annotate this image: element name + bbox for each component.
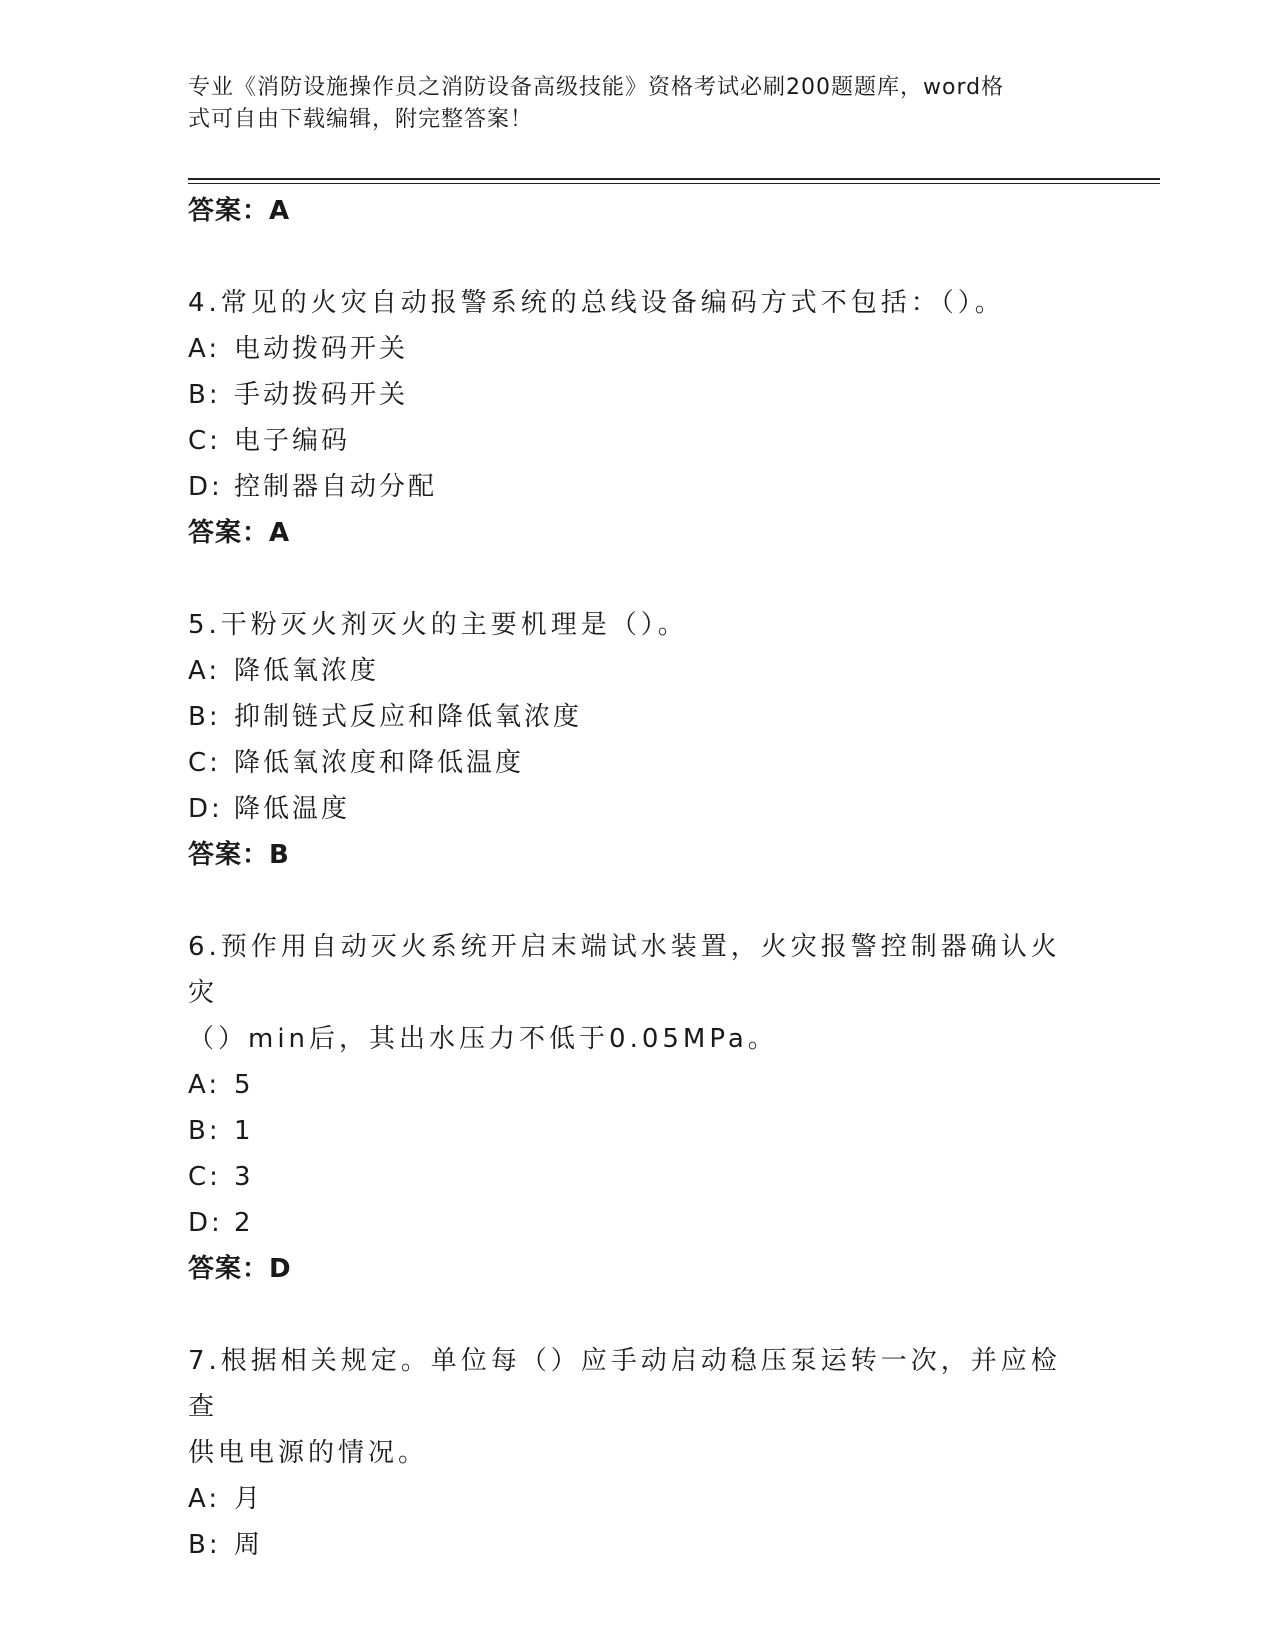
question-block-7 (188, 1338, 1088, 1568)
option-b: B: 1 (188, 1116, 254, 1146)
question-text-line-2: 供电电源的情况。 (188, 1438, 429, 1468)
answer-label: 答案：A (188, 196, 291, 226)
question-text-line-1: 7.根据相关规定。单位每（）应手动启动稳压泵运转一次，并应检查 (188, 1346, 1061, 1422)
option-c: C: 3 (188, 1162, 254, 1192)
answer-label: 答案：A (188, 518, 291, 548)
question-block-4 (188, 280, 1088, 556)
answer-label: 答案：B (188, 840, 290, 870)
option-a: A: 5 (188, 1070, 254, 1100)
option-b: B: 抑制链式反应和降低氧浓度 (188, 702, 583, 732)
option-b: B: 手动拨码开关 (188, 380, 409, 410)
question-text: 5.干粉灭火剂灭火的主要机理是（）。 (188, 610, 688, 640)
question-block-6 (188, 924, 1088, 1292)
question-text-line-2: （）min后，其出水压力不低于0.05MPa。 (188, 1024, 778, 1054)
option-c: C: 电子编码 (188, 426, 351, 456)
option-a: A: 电动拨码开关 (188, 334, 409, 364)
option-d: D: 降低温度 (188, 794, 351, 824)
option-a: A: 月 (188, 1484, 264, 1514)
answer-label: 答案：D (188, 1254, 292, 1284)
header-line-1: 专业《消防设施操作员之消防设备高级技能》资格考试必刷200题题库，word格 (188, 75, 1005, 100)
header-rule-thin (188, 183, 1160, 184)
option-d: D: 控制器自动分配 (188, 472, 438, 502)
option-c: C: 降低氧浓度和降低温度 (188, 748, 525, 778)
header-line-2: 式可自由下载编辑，附完整答案！ (188, 107, 534, 132)
option-d: D: 2 (188, 1208, 254, 1238)
question-text-line-1: 6.预作用自动灭火系统开启末端试水装置，火灾报警控制器确认火灾 (188, 932, 1061, 1008)
question-text: 4.常见的火灾自动报警系统的总线设备编码方式不包括：（）。 (188, 288, 1005, 318)
document-header (188, 72, 1068, 136)
question-list (188, 188, 1088, 1568)
option-b: B: 周 (188, 1530, 264, 1560)
question-block-5 (188, 602, 1088, 878)
option-a: A: 降低氧浓度 (188, 656, 380, 686)
header-rule-thick (188, 178, 1160, 180)
